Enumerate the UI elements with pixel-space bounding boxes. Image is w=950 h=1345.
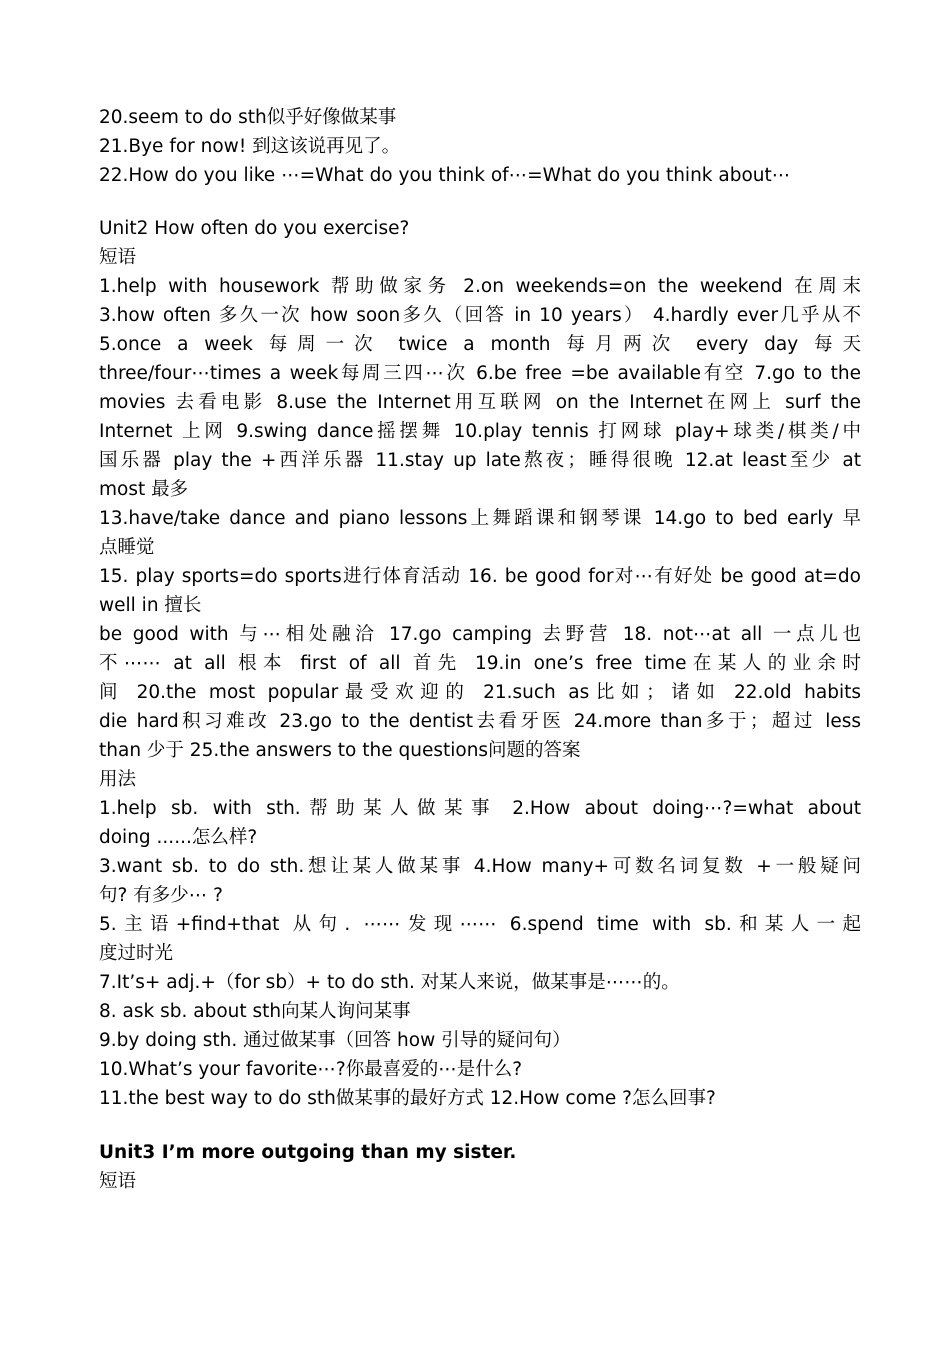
unit1-tail	[99, 103, 861, 190]
phrase-line: 5.once a week 每周一次 twice a month 每月两次 every day 每天	[99, 334, 861, 355]
phrase-line: 间 20.the most popular最受欢迎的 21.such as比如；诸如 22.old habits	[99, 682, 861, 703]
phrase-line: 不⋯⋯ at all 根本 first of all 首先 19.in one’s free time在某人的业余时	[99, 653, 861, 674]
phrase-line: 国乐器 play the +西洋乐器 11.stay up late熬夜；睡得很晚 12.at least至少 at	[99, 450, 861, 471]
usage-line: 度过时光	[99, 943, 174, 964]
usage-heading: 用法	[99, 769, 137, 790]
usage-line: 3.want sb. to do sth.想让某人做某事 4.How many+可数名词复数 +一般疑问	[99, 856, 861, 877]
usage-line: 1.help sb. with sth.帮助某人做某事 2.How about doing⋯?=what about	[99, 798, 861, 819]
phrase-line: most 最多	[99, 479, 189, 500]
usage-line: 5.主语+find+that 从句. ⋯⋯发现⋯⋯ 6.spend time with sb.和某人一起	[99, 914, 861, 935]
phrase-line: movies 去看电影 8.use the Internet用互联网 on the Internet在网上 surf the	[99, 392, 861, 413]
phrase-line: 点睡觉	[99, 537, 155, 558]
phrases-heading: 短语	[99, 1171, 137, 1192]
usage-line: 9.by doing sth. 通过做某事（回答 how 引导的疑问句）	[99, 1030, 571, 1051]
usage-line: 11.the best way to do sth做某事的最好方式 12.How come ?怎么回事?	[99, 1088, 716, 1109]
usage-line: doing ......怎么样?	[99, 827, 258, 848]
text-line: 20.seem to do sth似乎好像做某事	[99, 107, 397, 128]
phrases-heading: 短语	[99, 247, 137, 268]
phrase-line: die hard积习难改 23.go to the dentist去看牙医 24.more than多于；超过 less	[99, 711, 861, 732]
phrase-line: 3.how often 多久一次 how soon多久（回答 in 10 years） 4.hardly ever几乎从不	[99, 305, 861, 326]
phrase-line: 1.help with housework 帮助做家务 2.on weekends=on the weekend 在周末	[99, 276, 861, 297]
unit2-section	[99, 214, 861, 1113]
usage-line: 句? 有多少⋯ ?	[99, 885, 223, 906]
usage-line: 10.What’s your favorite⋯?你最喜爱的⋯是什么?	[99, 1059, 523, 1080]
unit3-section	[99, 1138, 861, 1196]
phrase-line: be good with 与⋯相处融洽 17.go camping 去野营 18. not⋯at all 一点儿也	[99, 624, 861, 645]
text-line: 21.Bye for now! 到这该说再见了。	[99, 136, 401, 157]
unit2-title: Unit2 How often do you exercise?	[99, 218, 410, 239]
text-line: 22.How do you like ⋯=What do you think of⋯=What do you think about⋯	[99, 165, 791, 186]
phrase-line: Internet 上网 9.swing dance摇摆舞 10.play tennis 打网球 play+球类/棋类/中	[99, 421, 861, 442]
phrase-line: 13.have/take dance and piano lessons上舞蹈课和钢琴课 14.go to bed early 早	[99, 508, 861, 529]
phrase-line: three/four⋯times a week每周三四⋯次 6.be free =be available有空 7.go to the	[99, 363, 861, 384]
phrase-line: than 少于 25.the answers to the questions问题的答案	[99, 740, 581, 761]
phrase-line: 15. play sports=do sports进行体育活动 16. be good for对⋯有好处 be good at=do	[99, 566, 861, 587]
unit3-title: Unit3 I’m more outgoing than my sister.	[99, 1142, 517, 1163]
usage-line: 7.It’s+ adj.+（for sb）+ to do sth. 对某人来说，做某事是⋯⋯的。	[99, 972, 680, 993]
usage-line: 8. ask sb. about sth向某人询问某事	[99, 1001, 411, 1022]
phrase-line: well in 擅长	[99, 595, 202, 616]
